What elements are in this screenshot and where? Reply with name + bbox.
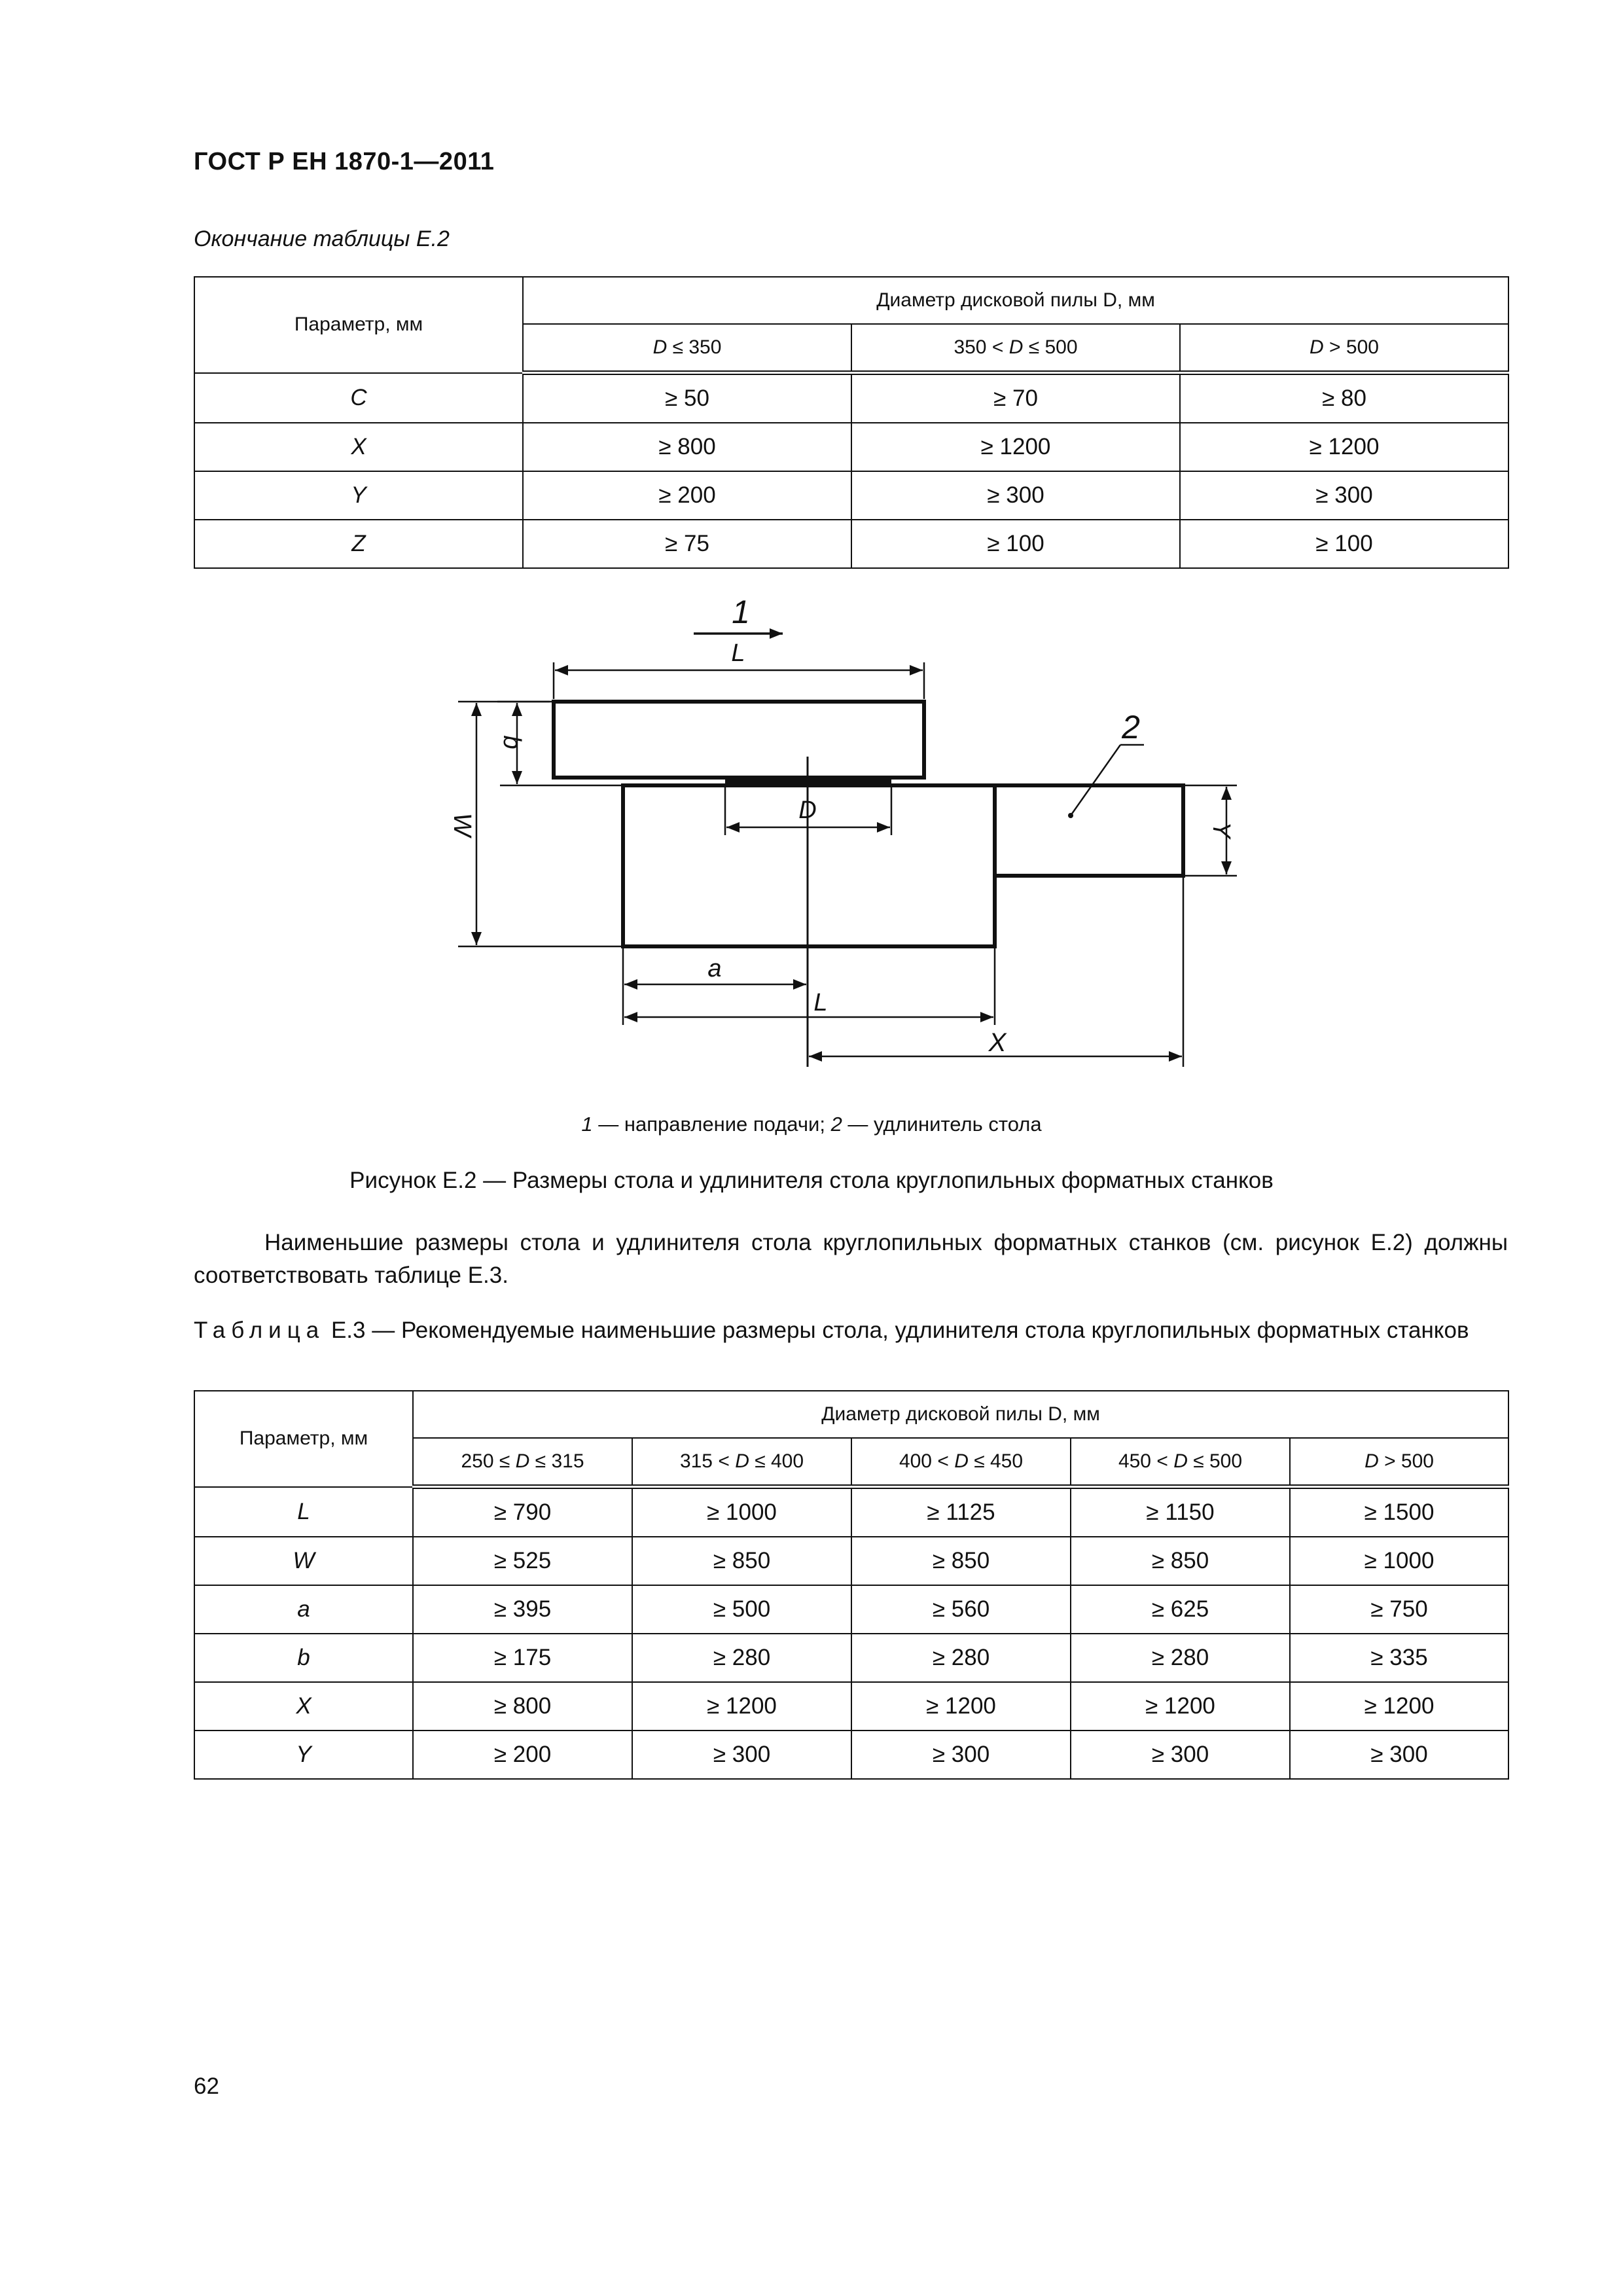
table-e2-col-header: D > 500 xyxy=(1180,324,1508,373)
table-cell: ≥ 800 xyxy=(523,423,851,471)
figure-legend: 1 — направление подачи; 2 — удлинитель стола xyxy=(581,1113,1042,1136)
table-cell-param: Y xyxy=(194,471,523,520)
figure-label-W: W xyxy=(448,813,476,836)
table-cell-param: X xyxy=(194,423,523,471)
table-cell-param: C xyxy=(194,373,523,423)
table-cell: ≥ 300 xyxy=(1290,1731,1508,1779)
sliding-table-panel xyxy=(554,702,924,778)
table-row xyxy=(194,1585,1508,1634)
table-row xyxy=(194,1731,1508,1779)
figure-label-L-bottom: L xyxy=(813,989,828,1016)
table-cell: ≥ 1200 xyxy=(851,1682,1071,1731)
table-cell: ≥ 200 xyxy=(523,471,851,520)
table-e2-col-header: D ≤ 350 xyxy=(523,324,851,373)
page-number: 62 xyxy=(194,2073,219,2099)
table-cell: ≥ 300 xyxy=(851,471,1180,520)
figure-label-L-top: L xyxy=(731,639,745,667)
figure-e2-diagram xyxy=(0,0,1623,1113)
table-cell: ≥ 280 xyxy=(1071,1634,1290,1682)
table-cell: ≥ 50 xyxy=(523,373,851,423)
table-cell: ≥ 625 xyxy=(1071,1585,1290,1634)
table-extension xyxy=(995,785,1183,876)
table-e3-title: Таблица Е.3 — Рекомендуемые наименьшие размеры стола, удлинителя стола круглопильных форматных станков xyxy=(194,1318,1469,1343)
table-cell-param: W xyxy=(194,1537,413,1585)
table-cell: ≥ 1200 xyxy=(632,1682,851,1731)
document-header: ГОСТ Р ЕН 1870-1—2011 xyxy=(194,148,495,175)
table-row xyxy=(194,1682,1508,1731)
table-cell: ≥ 1200 xyxy=(851,423,1180,471)
table-cell-param: Z xyxy=(194,520,523,568)
table-e3-param-header: Параметр, мм xyxy=(194,1391,413,1487)
table-e2-col-header: 350 < D ≤ 500 xyxy=(851,324,1180,373)
leader-dot xyxy=(1068,813,1073,818)
table-cell: ≥ 100 xyxy=(851,520,1180,568)
table-cell: ≥ 80 xyxy=(1180,373,1508,423)
table-cell: ≥ 200 xyxy=(413,1731,632,1779)
table-e2-param-header: Параметр, мм xyxy=(194,277,523,373)
table-cell: ≥ 300 xyxy=(1071,1731,1290,1779)
table-e2-group-header: Диаметр дисковой пилы D, мм xyxy=(523,277,1508,324)
table-cell-param: a xyxy=(194,1585,413,1634)
table-row xyxy=(194,1487,1508,1537)
table-cell: ≥ 560 xyxy=(851,1585,1071,1634)
table-cell: ≥ 790 xyxy=(413,1487,632,1537)
table-cell: ≥ 1200 xyxy=(1071,1682,1290,1731)
table-cell: ≥ 1125 xyxy=(851,1487,1071,1537)
figure-label-feed: 1 xyxy=(732,594,750,630)
table-cell: ≥ 175 xyxy=(413,1634,632,1682)
table-cell: ≥ 300 xyxy=(851,1731,1071,1779)
table-cell: ≥ 850 xyxy=(1071,1537,1290,1585)
table-cell: ≥ 1200 xyxy=(1180,423,1508,471)
table-cell: ≥ 1000 xyxy=(1290,1537,1508,1585)
table-e3-col-header: 400 < D ≤ 450 xyxy=(851,1438,1071,1487)
table-cell: ≥ 850 xyxy=(851,1537,1071,1585)
table-cell: ≥ 300 xyxy=(1180,471,1508,520)
figure-label-b: b xyxy=(498,735,526,749)
table-cell-param: Y xyxy=(194,1731,413,1779)
table-cell: ≥ 70 xyxy=(851,373,1180,423)
table-e3-group-header: Диаметр дисковой пилы D, мм xyxy=(413,1391,1508,1438)
table-cell: ≥ 1500 xyxy=(1290,1487,1508,1537)
figure-caption: Рисунок Е.2 — Размеры стола и удлинителя стола круглопильных форматных станков xyxy=(349,1168,1274,1193)
table-cell: ≥ 100 xyxy=(1180,520,1508,568)
table-cell: ≥ 525 xyxy=(413,1537,632,1585)
figure-label-D: D xyxy=(798,797,817,824)
table-cell: ≥ 395 xyxy=(413,1585,632,1634)
table-cell-param: b xyxy=(194,1634,413,1682)
table-e3-col-header: D > 500 xyxy=(1290,1438,1508,1487)
table-e3-col-header: 250 ≤ D ≤ 315 xyxy=(413,1438,632,1487)
table-cell: ≥ 1000 xyxy=(632,1487,851,1537)
table-cell: ≥ 800 xyxy=(413,1682,632,1731)
table-row xyxy=(194,1537,1508,1585)
table-cell: ≥ 1150 xyxy=(1071,1487,1290,1537)
table-cell: ≥ 300 xyxy=(632,1731,851,1779)
table-cell-param: X xyxy=(194,1682,413,1731)
table-cell: ≥ 280 xyxy=(851,1634,1071,1682)
table-cell: ≥ 500 xyxy=(632,1585,851,1634)
figure-label-extension: 2 xyxy=(1122,709,1140,745)
table-cell-param: L xyxy=(194,1487,413,1537)
table-e3-col-header: 450 < D ≤ 500 xyxy=(1071,1438,1290,1487)
table-cell: ≥ 280 xyxy=(632,1634,851,1682)
table-row xyxy=(194,1634,1508,1682)
figure-label-X: X xyxy=(988,1028,1007,1057)
table-cell: ≥ 750 xyxy=(1290,1585,1508,1634)
body-paragraph: Наименьшие размеры стола и удлинителя стола круглопильных форматных станков (см. рисунок Е.2) должны соответствовать таблице Е.3. xyxy=(194,1230,1508,1288)
table-cell: ≥ 335 xyxy=(1290,1634,1508,1682)
table-e3 xyxy=(194,1390,1509,1780)
table-e3-col-header: 315 < D ≤ 400 xyxy=(632,1438,851,1487)
figure-label-Y: Y xyxy=(1207,821,1235,838)
table-e2-caption: Окончание таблицы Е.2 xyxy=(194,226,450,251)
figure-label-a: a xyxy=(707,955,722,982)
table-cell: ≥ 850 xyxy=(632,1537,851,1585)
table-cell: ≥ 75 xyxy=(523,520,851,568)
table-cell: ≥ 1200 xyxy=(1290,1682,1508,1731)
